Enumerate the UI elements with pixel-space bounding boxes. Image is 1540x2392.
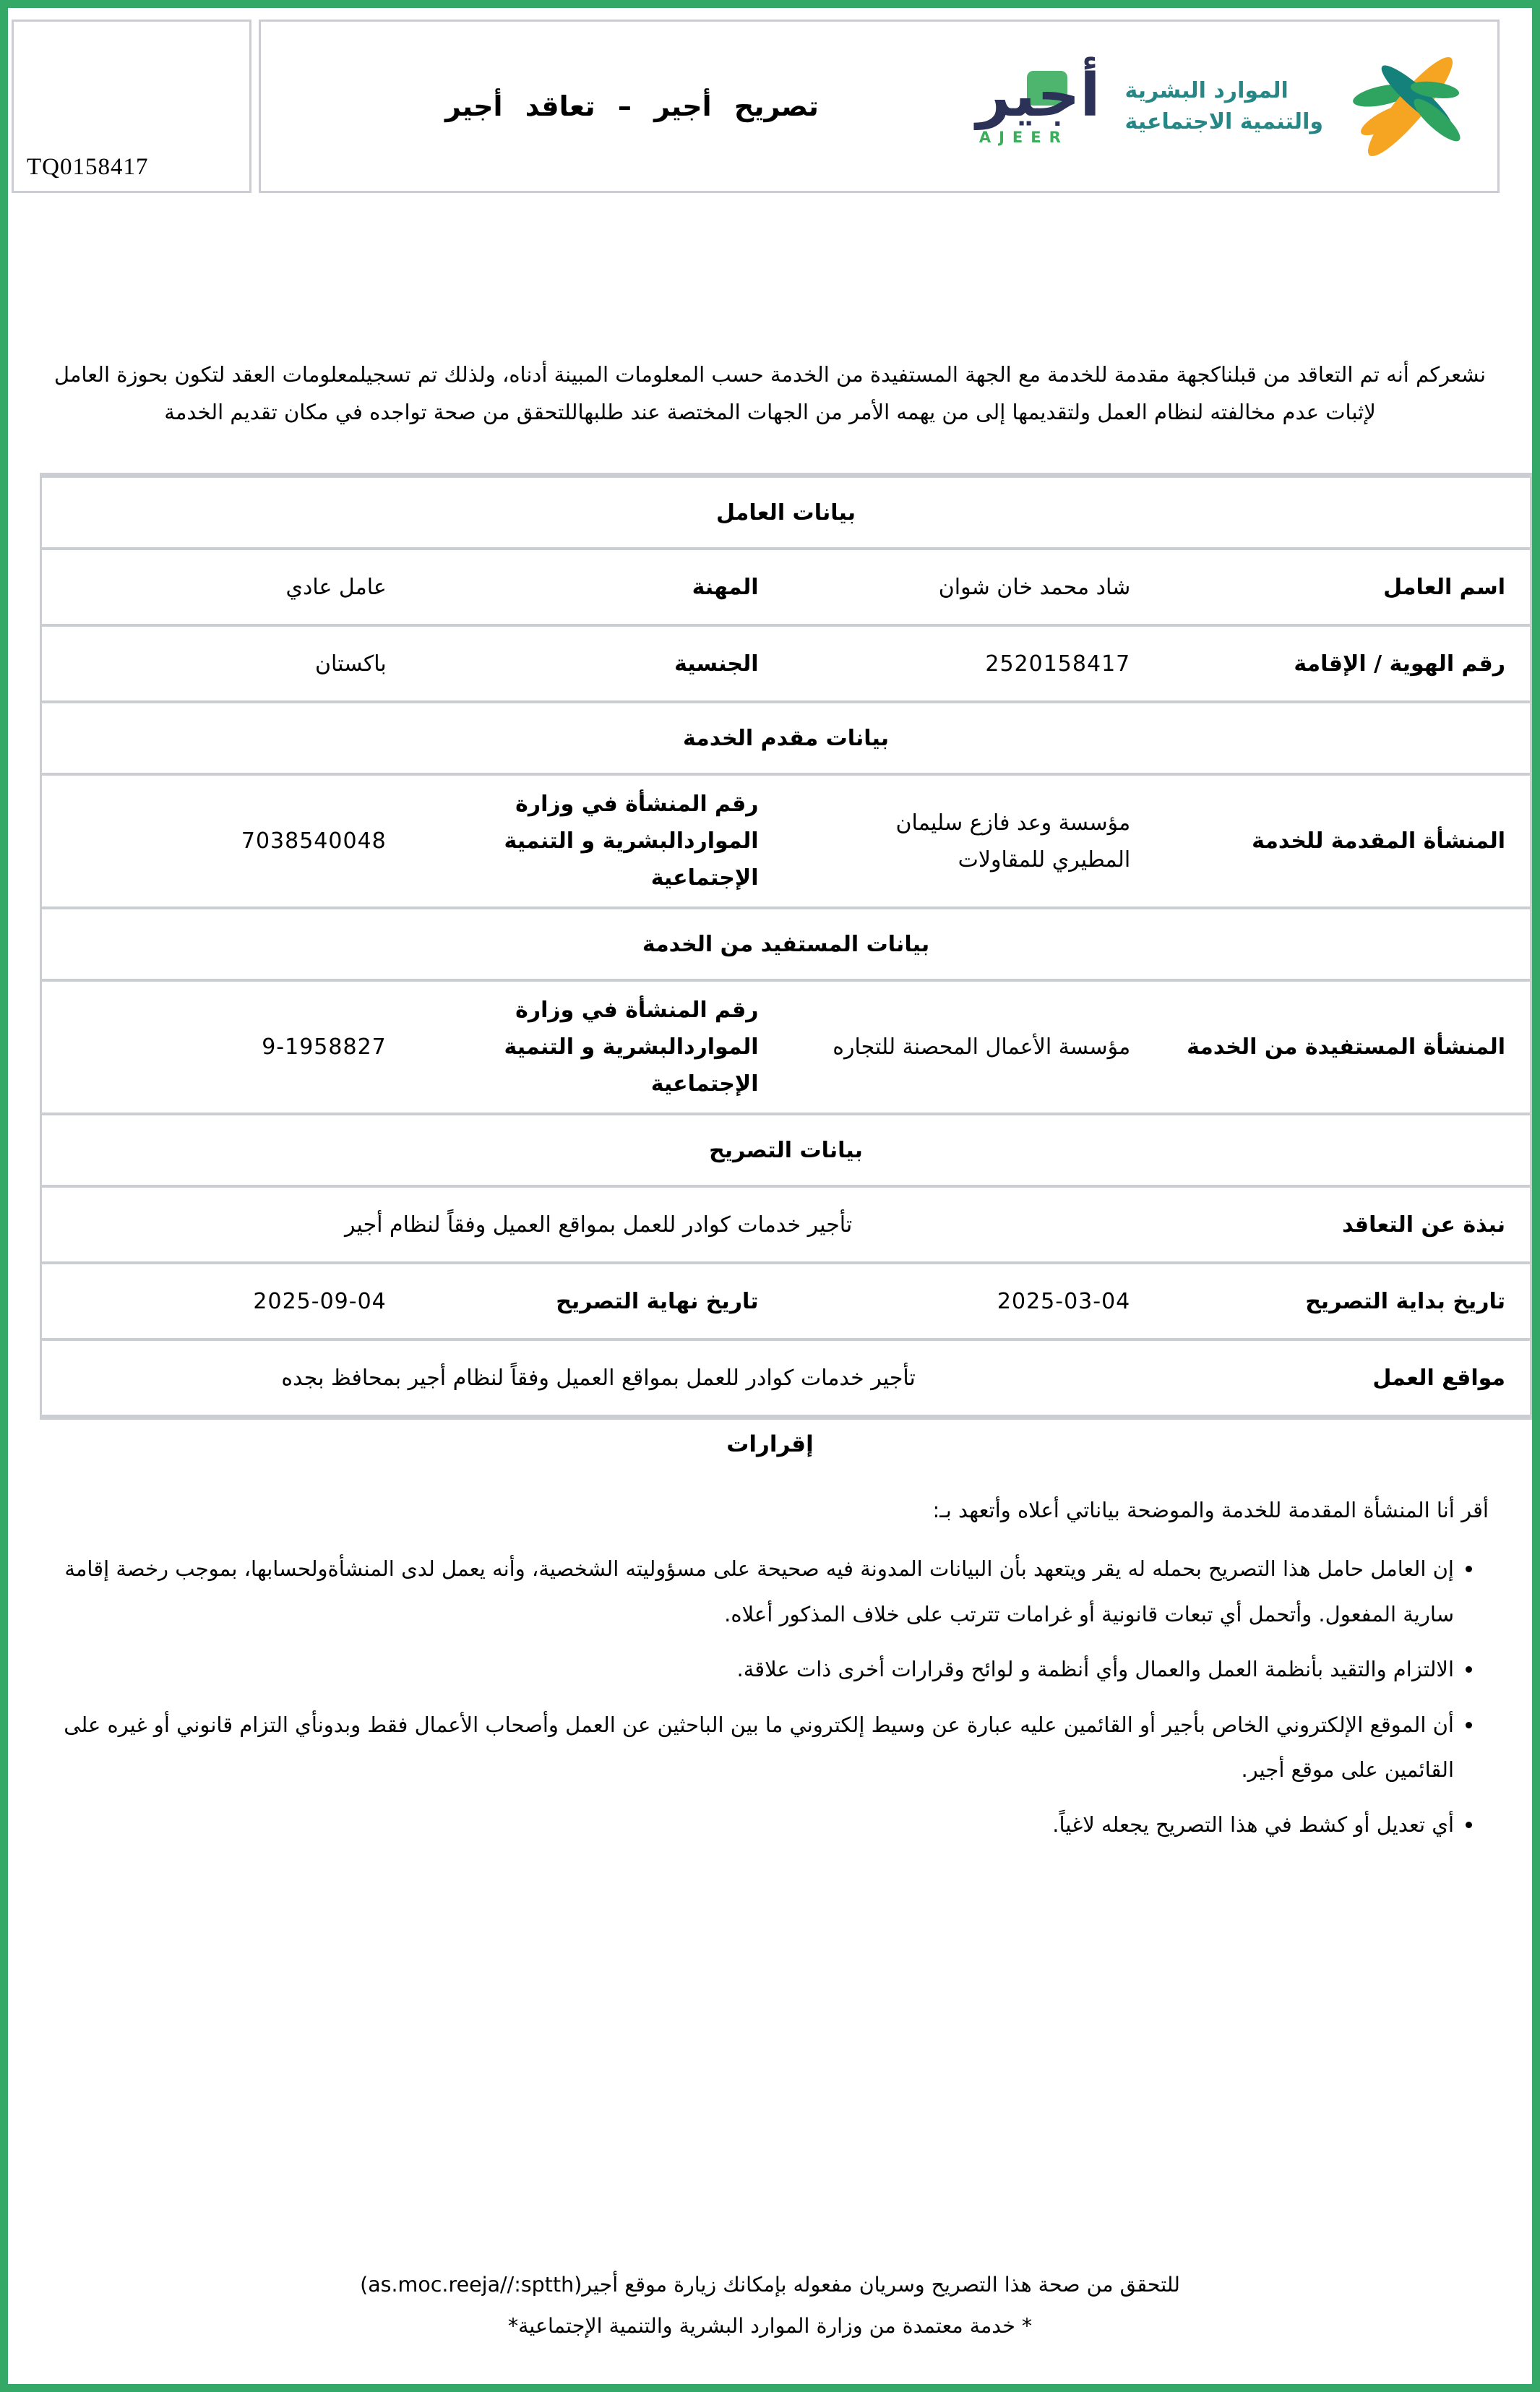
end-date-value: 2025-09-04: [42, 1264, 414, 1338]
worker-name-value: شاد محمد خان شوان: [786, 550, 1158, 624]
permit-dates-row: [42, 1264, 1530, 1338]
logo-cluster: [972, 40, 1477, 173]
permit-section-header-row: [42, 1115, 1530, 1185]
ministry-logo-line2: والتنمية الاجتماعية: [1124, 109, 1323, 134]
work-locations-value: تأجير خدمات كوادر للعمل بمواقع العميل وفقاً لنظام أجير بمحافظ بجده: [42, 1341, 1158, 1415]
declaration-item: • أن الموقع الإلكتروني الخاص بأجير أو القائمين عليه عبارة عن وسيط إلكتروني ما بين الباحثين عن العمل وأصحاب الأعمال فقط وبدونأي التزام قانوني أو غيره على القائمين على موقع أجير.: [48, 1702, 1454, 1793]
beneficiary-name-value: مؤسسة الأعمال المحصنة للتجاره: [786, 982, 1158, 1113]
footer: [8, 2264, 1532, 2346]
worker-section-header: بيانات العامل: [42, 478, 1530, 547]
id-number-label: رقم الهوية / الإقامة: [1158, 627, 1530, 700]
declarations-heading: إقرارات: [726, 1431, 814, 1458]
provider-section-header: بيانات مقدم الخدمة: [42, 703, 1530, 773]
intro-paragraph: نشعركم أنه تم التعاقد من قبلناكجهة مقدمة للخدمة مع الجهة المستفيدة من الخدمة حسب المعلومات المبينة أدناه، ولذلك تم تسجيلمعلومات العقد لتكون بحوزة العامل لإثبات عدم مخالفته لنظام العمل ولتقديمها إلى من يهمه الأمر من الجهات المختصة عند طلبهاللتحقق من صحة تواجده في مكان تقديم الخدمة: [53, 362, 1487, 425]
provider-name-label: المنشأة المقدمة للخدمة: [1158, 776, 1530, 906]
end-date-label: تاريخ نهاية التصريح: [414, 1264, 786, 1338]
declaration-item: • إن العامل حامل هذا التصريح بحمله له يقر ويتعهد بأن البيانات المدونة فيه صحيحة على مسؤوليته الشخصية، وأنه يعمل لدى المنشأةولحسابها، بموجب رخصة إقامة سارية المفعول. وأتحمل أي تبعات قانونية أو غرامات تترتب على خلاف المذكور أعلاه.: [48, 1546, 1454, 1637]
ajeer-logo-latin: AJEER: [978, 129, 1069, 146]
permit-section-header: بيانات التصريح: [42, 1115, 1530, 1185]
worker-name-row: [42, 550, 1530, 624]
provider-row: [42, 776, 1530, 906]
beneficiary-section-header: بيانات المستفيد من الخدمة: [42, 909, 1530, 979]
ministry-logo-line1: الموارد البشرية: [1124, 77, 1289, 103]
provider-number-label: رقم المنشأة في وزارة المواردالبشرية و التنمية الإجتماعية: [414, 776, 786, 906]
page-title: تصريح أجير – تعاقد أجير: [445, 90, 819, 122]
contract-summary-value: تأجير خدمات كوادر للعمل بمواقع العميل وفقاً لنظام أجير: [42, 1188, 1158, 1261]
ajeer-logo: [972, 61, 1105, 146]
work-locations-row: [42, 1341, 1530, 1415]
footer-verify-text: للتحقق من صحة هذا التصريح وسريان مفعوله بإمكانك زيارة موقع أجير(as.moc.reeja//:sptth): [360, 2273, 1180, 2297]
declarations-intro: أقر أنا المنشأة المقدمة للخدمة والموضحة بياناتي أعلاه وأتعهد بـ:: [932, 1498, 1489, 1523]
worker-section-header-row: [42, 478, 1530, 547]
provider-name-value: مؤسسة وعد فازع سليمان المطيري للمقاولات: [786, 776, 1158, 906]
ajeer-logo-arabic: أجير: [976, 61, 1101, 130]
work-locations-label: مواقع العمل: [1158, 1341, 1530, 1415]
ministry-logo-text: [1125, 75, 1323, 138]
start-date-value: 2025-03-04: [786, 1264, 1158, 1338]
beneficiary-number-label: رقم المنشأة في وزارة المواردالبشرية و التنمية الإجتماعية: [414, 982, 786, 1113]
profession-label: المهنة: [414, 550, 786, 624]
id-number-value: 2520158417: [786, 627, 1158, 700]
doc-number: TQ0158417: [27, 154, 149, 180]
declarations-list: [48, 1546, 1487, 1847]
declaration-item: • الالتزام والتقيد بأنظمة العمل والعمال وأي أنظمة و لوائح وقرارات أخرى ذات علاقة.: [48, 1647, 1454, 1692]
beneficiary-name-label: المنشأة المستفيدة من الخدمة: [1158, 982, 1530, 1113]
title-logo-box: [259, 20, 1500, 193]
declaration-item: • أي تعديل أو كشط في هذا التصريح يجعله لاغياً.: [48, 1802, 1454, 1847]
profession-value: عامل عادي: [42, 550, 414, 624]
contract-summary-label: نبذة عن التعاقد: [1158, 1188, 1530, 1261]
beneficiary-row: [42, 982, 1530, 1113]
contract-summary-row: [42, 1188, 1530, 1261]
beneficiary-section-header-row: [42, 909, 1530, 979]
nationality-label: الجنسية: [414, 627, 786, 700]
worker-name-label: اسم العامل: [1158, 550, 1530, 624]
beneficiary-number-value: 9-1958827: [42, 982, 414, 1113]
provider-section-header-row: [42, 703, 1530, 773]
ministry-palm-star-icon: [1343, 40, 1477, 173]
worker-id-row: [42, 627, 1530, 700]
nationality-value: باكستان: [42, 627, 414, 700]
footer-accredited-text: * خدمة معتمدة من وزارة الموارد البشرية والتنمية الإجتماعية*: [507, 2314, 1033, 2338]
provider-number-value: 7038540048: [42, 776, 414, 906]
doc-number-box: [12, 20, 251, 193]
permit-data-table: [40, 473, 1532, 1420]
start-date-label: تاريخ بداية التصريح: [1158, 1264, 1530, 1338]
header: [12, 20, 1500, 193]
